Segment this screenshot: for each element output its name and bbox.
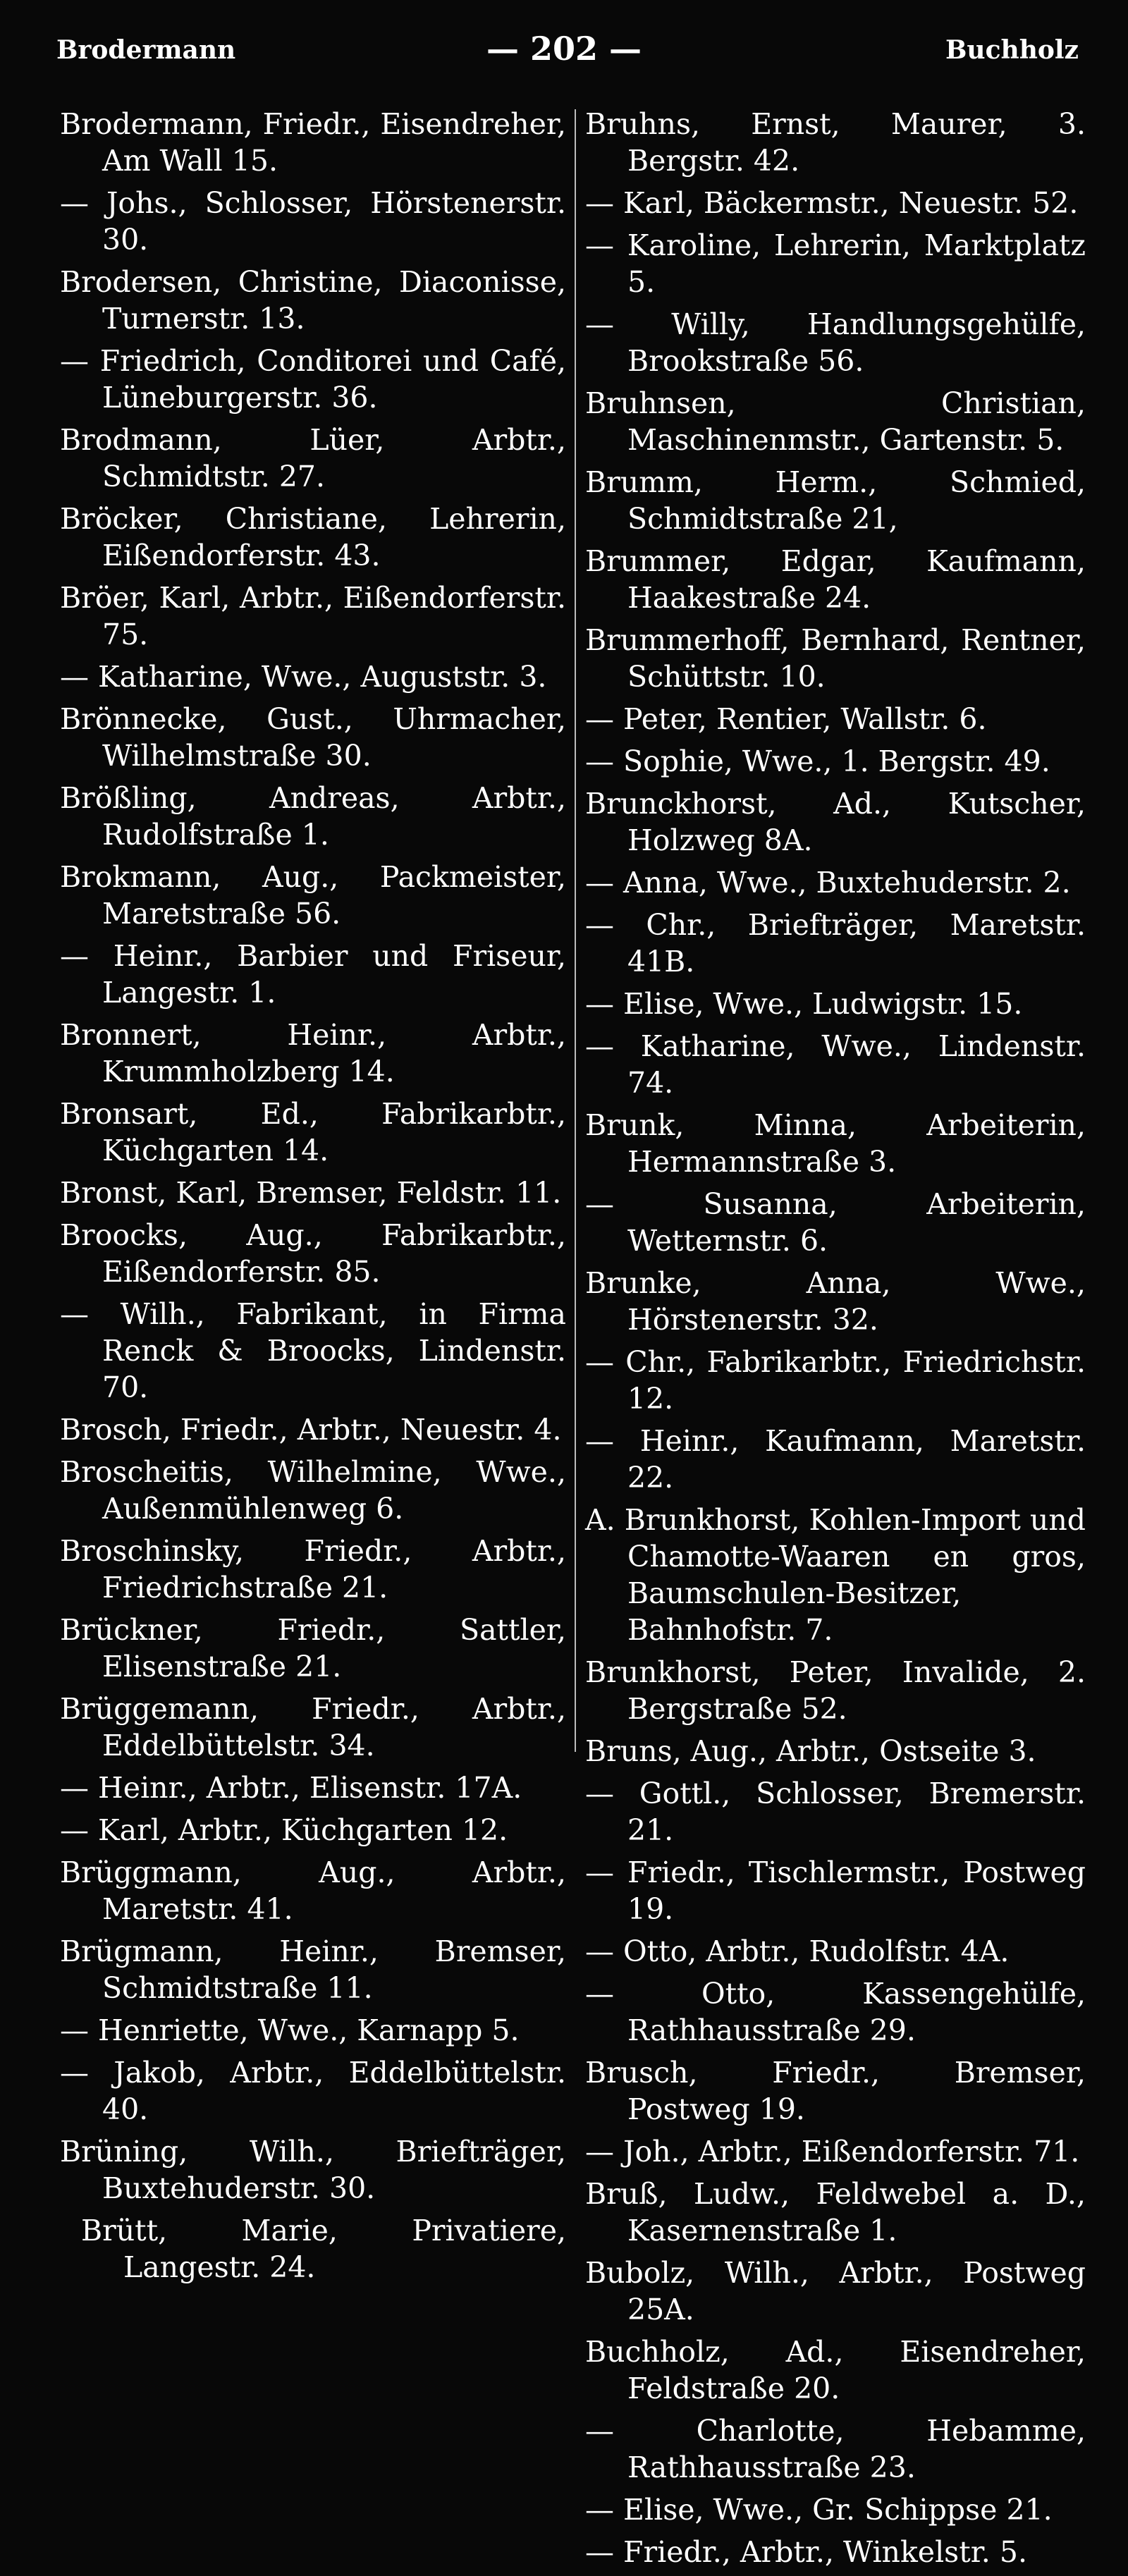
- directory-entry: Brunk, Minna, Arbeiterin, Hermannstraße 3.: [585, 1108, 1086, 1179]
- directory-entry: Brügmann, Heinr., Bremser, Schmidtstraße 11.: [60, 1934, 566, 2005]
- left-column: [60, 106, 566, 2291]
- directory-entry: — Friedr., Arbtr., Winkelstr. 5.: [585, 2535, 1027, 2569]
- directory-entry: Bronnert, Heinr., Arbtr., Krummholzberg 14.: [60, 1018, 566, 1088]
- directory-entry: A. Brunkhorst, Kohlen-Import und Chamotte-Waaren en gros, Baumschulen-Besitzer, Bahnhofstr. 7.: [585, 1503, 1086, 1647]
- directory-entry: — Susanna, Arbeiterin, Wetternstr. 6.: [585, 1187, 1086, 1258]
- directory-entry: Bröcker, Christiane, Lehrerin, Eißendorferstr. 43.: [60, 502, 566, 572]
- directory-entry: — Sophie, Wwe., 1. Bergstr. 49.: [585, 744, 1050, 778]
- directory-entry: — Elise, Wwe., Gr. Schippse 21.: [585, 2493, 1053, 2527]
- page-number: — 202 —: [486, 30, 642, 68]
- directory-entry: — Joh., Arbtr., Eißendorferstr. 71.: [585, 2135, 1080, 2169]
- directory-entry: Bronst, Karl, Bremser, Feldstr. 11.: [60, 1176, 562, 1210]
- directory-entry: — Karl, Arbtr., Küchgarten 12.: [60, 1813, 508, 1847]
- directory-entry: — Otto, Kassengehülfe, Rathhausstraße 29.: [585, 1977, 1086, 2047]
- directory-entry: Bubolz, Wilh., Arbtr., Postweg 25A.: [585, 2256, 1086, 2326]
- directory-entry: — Henriette, Wwe., Karnapp 5.: [60, 2013, 520, 2047]
- directory-entry: Brunkhorst, Peter, Invalide, 2. Bergstraße 52.: [585, 1655, 1086, 1726]
- directory-entry: Brüning, Wilh., Briefträger, Buxtehuderstr. 30.: [60, 2135, 566, 2205]
- directory-entry: — Peter, Rentier, Wallstr. 6.: [585, 702, 987, 736]
- directory-entry: — Chr., Fabrikarbtr., Friedrichstr. 12.: [585, 1345, 1086, 1416]
- directory-entry: Brüggemann, Friedr., Arbtr., Eddelbüttelstr. 34.: [60, 1692, 566, 1762]
- directory-entry: Buchholz, Ad., Eisendreher, Feldstraße 20.: [585, 2335, 1086, 2405]
- directory-entry: — Johs., Schlosser, Hörstenerstr. 30.: [60, 186, 566, 257]
- directory-entry: Broschinsky, Friedr., Arbtr., Friedrichstraße 21.: [60, 1534, 566, 1605]
- directory-entry: — Charlotte, Hebamme, Rathhausstraße 23.: [585, 2414, 1086, 2484]
- directory-entry: Bronsart, Ed., Fabrikarbtr., Küchgarten 14.: [60, 1097, 566, 1167]
- directory-entry: — Friedr., Tischlermstr., Postweg 19.: [585, 1856, 1086, 1926]
- running-head-left: Brodermann: [56, 35, 236, 65]
- directory-entry: — Karoline, Lehrerin, Marktplatz 5.: [585, 228, 1086, 299]
- directory-entry: — Jakob, Arbtr., Eddelbüttelstr. 40.: [60, 2056, 566, 2126]
- directory-entry: Brückner, Friedr., Sattler, Elisenstraße 21.: [60, 1613, 566, 1683]
- directory-entry: — Friedrich, Conditorei und Café, Lüneburgerstr. 36.: [60, 344, 566, 415]
- directory-entry: Brüggmann, Aug., Arbtr., Maretstr. 41.: [60, 1856, 566, 1926]
- directory-entry: Brokmann, Aug., Packmeister, Maretstraße 56.: [60, 860, 566, 931]
- directory-entry: Bröer, Karl, Arbtr., Eißendorferstr. 75.: [60, 581, 566, 651]
- directory-entry: Bruhns, Ernst, Maurer, 3. Bergstr. 42.: [585, 107, 1086, 178]
- directory-entry: Brunke, Anna, Wwe., Hörstenerstr. 32.: [585, 1266, 1086, 1337]
- directory-entry: Brodermann, Friedr., Eisendreher, Am Wall 15.: [60, 107, 566, 178]
- directory-entry: — Gottl., Schlosser, Bremerstr. 21.: [585, 1777, 1086, 1847]
- directory-entry: Brumm, Herm., Schmied, Schmidtstraße 21,: [585, 465, 1086, 536]
- directory-entry: Bruhnsen, Christian, Maschinenmstr., Gartenstr. 5.: [585, 386, 1086, 457]
- directory-entry: Brößling, Andreas, Arbtr., Rudolfstraße 1.: [60, 781, 566, 852]
- directory-entry: — Heinr., Kaufmann, Maretstr. 22.: [585, 1424, 1086, 1495]
- running-head-right: Buchholz: [945, 35, 1079, 65]
- directory-entry: Brunckhorst, Ad., Kutscher, Holzweg 8A.: [585, 787, 1086, 857]
- directory-entry: — Karl, Bäckermstr., Neuestr. 52.: [585, 186, 1079, 220]
- right-column: [585, 106, 1086, 2576]
- directory-entry: — Heinr., Barbier und Friseur, Langestr. 1.: [60, 939, 566, 1010]
- directory-entry: Brodersen, Christine, Diaconisse, Turnerstr. 13.: [60, 265, 566, 336]
- directory-entry: Brütt, Marie, Privatiere, Langestr. 24.: [81, 2214, 566, 2284]
- directory-entry: — Katharine, Wwe., Lindenstr. 74.: [585, 1029, 1086, 1100]
- directory-entry: — Wilh., Fabrikant, in Firma Renck & Broocks, Lindenstr. 70.: [60, 1297, 566, 1404]
- directory-entry: — Willy, Handlungsgehülfe, Brookstraße 56.: [585, 307, 1086, 378]
- directory-entry: Brummer, Edgar, Kaufmann, Haakestraße 24.: [585, 544, 1086, 615]
- directory-entry: — Otto, Arbtr., Rudolfstr. 4A.: [585, 1934, 1010, 1968]
- directory-entry: — Anna, Wwe., Buxtehuderstr. 2.: [585, 866, 1071, 900]
- directory-entry: Brummerhoff, Bernhard, Rentner, Schüttstr. 10.: [585, 623, 1086, 694]
- directory-entry: Bruß, Ludw., Feldwebel a. D., Kasernenstraße 1.: [585, 2177, 1086, 2247]
- directory-entry: — Elise, Wwe., Ludwigstr. 15.: [585, 987, 1023, 1021]
- directory-entry: Brönnecke, Gust., Uhrmacher, Wilhelmstraße 30.: [60, 702, 566, 773]
- directory-entry: Brodmann, Lüer, Arbtr., Schmidtstr. 27.: [60, 423, 566, 493]
- directory-entry: Broscheitis, Wilhelmine, Wwe., Außenmühlenweg 6.: [60, 1455, 566, 1526]
- column-divider: [575, 109, 576, 1752]
- directory-entry: Bruns, Aug., Arbtr., Ostseite 3.: [585, 1734, 1036, 1768]
- directory-entry: — Katharine, Wwe., Auguststr. 3.: [60, 660, 547, 694]
- directory-entry: Broocks, Aug., Fabrikarbtr., Eißendorferstr. 85.: [60, 1218, 566, 1289]
- directory-entry: Brosch, Friedr., Arbtr., Neuestr. 4.: [60, 1413, 562, 1447]
- directory-entry: — Heinr., Arbtr., Elisenstr. 17A.: [60, 1771, 522, 1805]
- directory-entry: Brusch, Friedr., Bremser, Postweg 19.: [585, 2056, 1086, 2126]
- directory-entry: — Chr., Briefträger, Maretstr. 41B.: [585, 908, 1086, 979]
